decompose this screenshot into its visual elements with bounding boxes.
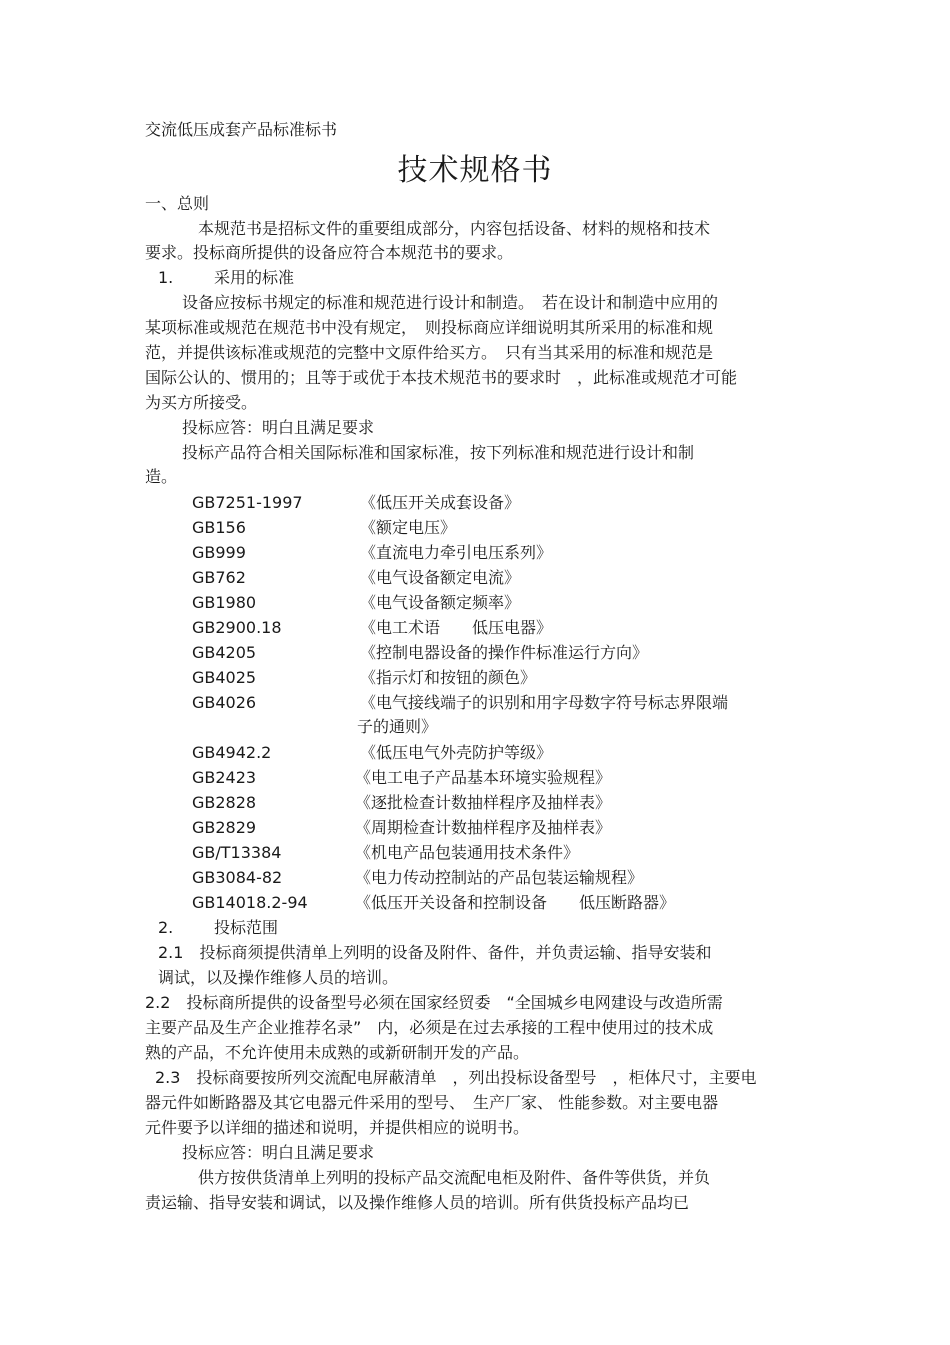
standard-code: GB7251-1997 — [192, 493, 303, 512]
standard-name: 《逐批检查计数抽样程序及抽样表》 — [355, 793, 612, 812]
standard-name-continued: 子的通则》 — [357, 717, 438, 736]
standard-name: 《低压开关设备和控制设备 低压断路器》 — [355, 893, 676, 912]
standard-code: GB762 — [192, 568, 246, 587]
item21-line-1: 2.1 投标商须提供清单上列明的设备及附件、备件，并负责运输、指导安装和 — [158, 943, 712, 962]
item1-body-line-4: 国际公认的、惯用的；且等于或优于本技术规范书的要求时 ，此标准或规范才可能 — [145, 368, 738, 387]
standard-code: GB1980 — [192, 593, 257, 612]
standard-name: 《电工电子产品基本环境实验规程》 — [355, 768, 612, 787]
item2-number: 2. — [158, 918, 174, 937]
standard-code: GB14018.2-94 — [192, 893, 308, 912]
reply-1-body-line-1: 投标产品符合相关国际标准和国家标准，按下列标准和规范进行设计和制 — [182, 443, 695, 462]
item1-body-line-3: 范，并提供该标准或规范的完整中文原件给买方。 只有当其采用的标准和规范是 — [145, 343, 714, 362]
standard-code: GB4025 — [192, 668, 257, 687]
item21-line-2: 调试，以及操作维修人员的培训。 — [158, 968, 399, 987]
document-header: 交流低压成套产品标准标书 — [145, 120, 338, 139]
intro-line-1: 本规范书是招标文件的重要组成部分，内容包括设备、材料的规格和技术 — [198, 219, 711, 238]
standard-code: GB2900.18 — [192, 618, 282, 637]
item1-title: 采用的标准 — [214, 268, 295, 287]
item22-line-1: 2.2 投标商所提供的设备型号必须在国家经贸委 “全国城乡电网建设与改造所需 — [145, 993, 723, 1012]
item2-title: 投标范围 — [214, 918, 279, 937]
standard-code: GB/T13384 — [192, 843, 282, 862]
standard-name: 《周期检查计数抽样程序及抽样表》 — [355, 818, 612, 837]
page-title: 技术规格书 — [397, 153, 553, 188]
reply-2-body-line-2: 责运输、指导安装和调试，以及操作维修人员的培训。所有供货投标产品均已 — [145, 1193, 690, 1212]
standard-name: 《电力传动控制站的产品包装运输规程》 — [355, 868, 644, 887]
standard-code: GB4026 — [192, 693, 257, 712]
intro-line-2: 要求。投标商所提供的设备应符合本规范书的要求。 — [145, 243, 514, 262]
reply-1: 投标应答：明白且满足要求 — [182, 418, 375, 437]
standard-name: 《直流电力牵引电压系列》 — [360, 543, 553, 562]
reply-2-body-line-1: 供方按供货清单上列明的投标产品交流配电柜及附件、备件等供货，并负 — [198, 1168, 711, 1187]
item22-line-3: 熟的产品，不允许使用未成熟的或新研制开发的产品。 — [145, 1043, 530, 1062]
item1-body-line-5: 为买方所接受。 — [145, 393, 258, 412]
standard-name: 《电气接线端子的识别和用字母数字符号标志界限端 — [360, 693, 729, 712]
item1-body-line-2: 某项标准或规范在规范书中没有规定， 则投标商应详细说明其所采用的标准和规 — [145, 318, 714, 337]
standard-code: GB2828 — [192, 793, 257, 812]
item23-line-3: 元件要予以详细的描述和说明，并提供相应的说明书。 — [145, 1118, 530, 1137]
standard-code: GB4942.2 — [192, 743, 272, 762]
item1-number: 1. — [158, 268, 174, 287]
standard-name: 《低压电气外壳防护等级》 — [360, 743, 553, 762]
standard-name: 《额定电压》 — [360, 518, 457, 537]
item22-line-2: 主要产品及生产企业推荐名录” 内，必须是在过去承接的工程中使用过的技术成 — [145, 1018, 714, 1037]
standard-name: 《机电产品包装通用技术条件》 — [355, 843, 580, 862]
standard-name: 《低压开关成套设备》 — [360, 493, 521, 512]
standard-name: 《电气设备额定频率》 — [360, 593, 521, 612]
reply-1-body-line-2: 造。 — [145, 467, 178, 486]
section-heading-general: 一、总则 — [145, 194, 210, 213]
standard-code: GB4205 — [192, 643, 257, 662]
standard-code: GB2829 — [192, 818, 257, 837]
standard-name: 《指示灯和按钮的颜色》 — [360, 668, 537, 687]
item1-body-line-1: 设备应按标书规定的标准和规范进行设计和制造。 若在设计和制造中应用的 — [182, 293, 719, 312]
item23-line-1: 2.3 投标商要按所列交流配电屏蔽清单 ，列出投标设备型号 ，柜体尺寸，主要电 — [155, 1068, 757, 1087]
reply-2: 投标应答：明白且满足要求 — [182, 1143, 375, 1162]
standard-code: GB156 — [192, 518, 246, 537]
standard-name: 《电工术语 低压电器》 — [360, 618, 553, 637]
standard-code: GB3084-82 — [192, 868, 283, 887]
standard-code: GB999 — [192, 543, 246, 562]
standard-code: GB2423 — [192, 768, 257, 787]
item23-line-2: 器元件如断路器及其它电器元件采用的型号、 生产厂家、 性能参数。对主要电器 — [145, 1093, 719, 1112]
standard-name: 《控制电器设备的操作件标准运行方向》 — [360, 643, 649, 662]
standard-name: 《电气设备额定电流》 — [360, 568, 521, 587]
